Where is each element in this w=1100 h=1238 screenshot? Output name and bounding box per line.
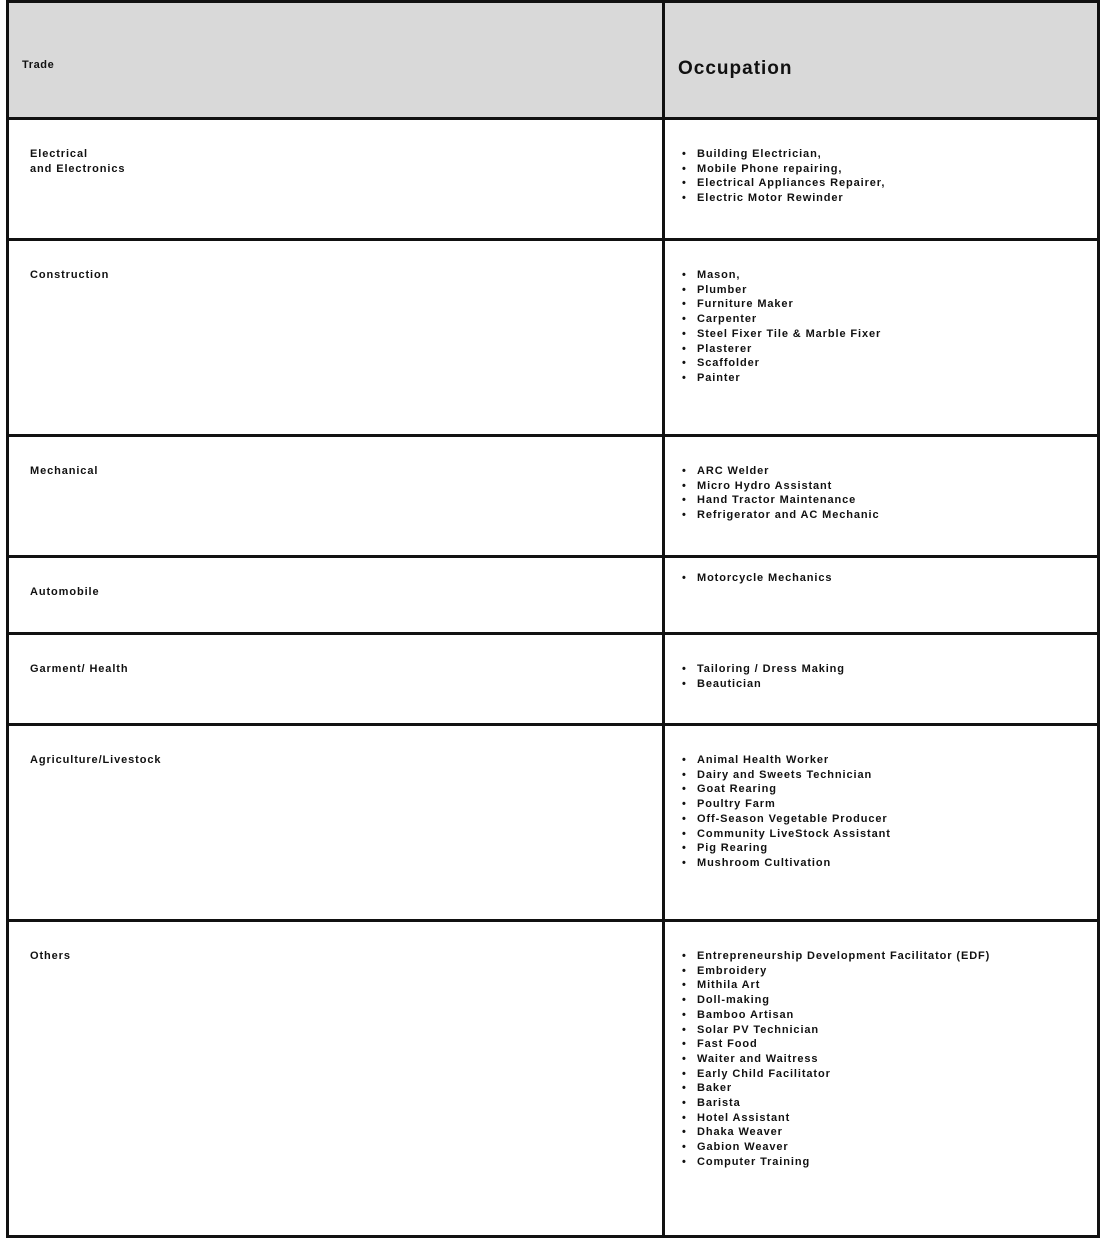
trade-name: Garment/ Health xyxy=(30,663,129,675)
occupation-list xyxy=(662,949,990,1170)
table-row xyxy=(6,436,1100,557)
occupation-cell xyxy=(662,921,1100,1238)
list-item: • Steel Fixer Tile & Marble Fixer xyxy=(697,327,881,342)
row-divider xyxy=(6,117,1100,120)
trade-name: Agriculture/Livestock xyxy=(30,754,162,766)
trade-cell xyxy=(6,725,664,921)
list-item: • Motorcycle Mechanics xyxy=(697,571,832,586)
list-item: • Mason, xyxy=(697,268,881,283)
table-border-top xyxy=(6,0,1100,3)
occupation-cell xyxy=(662,119,1100,240)
occupation-cell xyxy=(662,557,1100,634)
list-item: • Hand Tractor Maintenance xyxy=(697,493,880,508)
list-item: • Bamboo Artisan xyxy=(697,1008,990,1023)
list-item: • Off-Season Vegetable Producer xyxy=(697,812,891,827)
trade-cell xyxy=(6,634,664,725)
table-row xyxy=(6,634,1100,725)
list-item: • Pig Rearing xyxy=(697,841,891,856)
row-divider xyxy=(6,632,1100,635)
table-row xyxy=(6,119,1100,240)
row-divider xyxy=(6,434,1100,437)
row-divider xyxy=(6,555,1100,558)
trade-cell xyxy=(6,436,664,557)
table-row xyxy=(6,921,1100,1238)
list-item: • Gabion Weaver xyxy=(697,1140,990,1155)
list-item: • Solar PV Technician xyxy=(697,1023,990,1038)
table-header-row xyxy=(6,0,1100,119)
list-item: • Computer Training xyxy=(697,1155,990,1170)
list-item: • Beautician xyxy=(697,677,845,692)
list-item: • Electrical Appliances Repairer, xyxy=(697,176,885,191)
list-item: • Furniture Maker xyxy=(697,297,881,312)
list-item: • Plasterer xyxy=(697,342,881,357)
list-item: • Refrigerator and AC Mechanic xyxy=(697,508,880,523)
list-item: • Barista xyxy=(697,1096,990,1111)
list-item: • Doll-making xyxy=(697,993,990,1008)
trade-cell xyxy=(6,557,664,634)
list-item: • Electric Motor Rewinder xyxy=(697,191,885,206)
list-item: • Dairy and Sweets Technician xyxy=(697,768,891,783)
occupation-cell xyxy=(662,240,1100,436)
trade-name: Automobile xyxy=(30,586,100,598)
occupation-cell xyxy=(662,436,1100,557)
trade-name: Electrical and Electronics xyxy=(30,148,126,175)
header-cell-trade xyxy=(6,0,664,119)
trade-name: Others xyxy=(30,950,71,962)
trade-name: Mechanical xyxy=(30,465,99,477)
trade-cell xyxy=(6,240,664,436)
column-divider xyxy=(662,0,665,1238)
table-border-left xyxy=(6,0,9,1238)
list-item: • Plumber xyxy=(697,283,881,298)
list-item: • Hotel Assistant xyxy=(697,1111,990,1126)
table-row xyxy=(6,557,1100,634)
trade-name: Construction xyxy=(30,269,110,281)
list-item: • Mithila Art xyxy=(697,978,990,993)
list-item: • Baker xyxy=(697,1081,990,1096)
list-item: • Poultry Farm xyxy=(697,797,891,812)
list-item: • Early Child Facilitator xyxy=(697,1067,990,1082)
list-item: • Entrepreneurship Development Facilitator (EDF) xyxy=(697,949,990,964)
occupation-cell xyxy=(662,725,1100,921)
list-item: • Carpenter xyxy=(697,312,881,327)
list-item: • Fast Food xyxy=(697,1037,990,1052)
trade-occupation-table xyxy=(6,0,1100,1238)
table-row xyxy=(6,725,1100,921)
list-item: • Scaffolder xyxy=(697,356,881,371)
row-divider xyxy=(6,723,1100,726)
list-item: • ARC Welder xyxy=(697,464,880,479)
occupation-list xyxy=(662,147,885,206)
occupation-list xyxy=(662,662,845,691)
column-header-occupation: Occupation xyxy=(678,58,793,79)
list-item: • Embroidery xyxy=(697,964,990,979)
list-item: • Mobile Phone repairing, xyxy=(697,162,885,177)
occupation-list xyxy=(662,753,891,871)
list-item: • Dhaka Weaver xyxy=(697,1125,990,1140)
list-item: • Community LiveStock Assistant xyxy=(697,827,891,842)
list-item: • Painter xyxy=(697,371,881,386)
occupation-list xyxy=(662,464,880,523)
list-item: • Waiter and Waitress xyxy=(697,1052,990,1067)
list-item: • Goat Rearing xyxy=(697,782,891,797)
row-divider xyxy=(6,919,1100,922)
trade-cell xyxy=(6,119,664,240)
occupation-list xyxy=(662,571,832,586)
column-header-trade: Trade xyxy=(22,59,55,71)
list-item: • Building Electrician, xyxy=(697,147,885,162)
list-item: • Mushroom Cultivation xyxy=(697,856,891,871)
trade-cell xyxy=(6,921,664,1238)
header-cell-occupation xyxy=(662,0,1100,119)
row-divider xyxy=(6,238,1100,241)
list-item: • Tailoring / Dress Making xyxy=(697,662,845,677)
list-item: • Animal Health Worker xyxy=(697,753,891,768)
occupation-list xyxy=(662,268,881,386)
list-item: • Micro Hydro Assistant xyxy=(697,479,880,494)
occupation-cell xyxy=(662,634,1100,725)
table-row xyxy=(6,240,1100,436)
